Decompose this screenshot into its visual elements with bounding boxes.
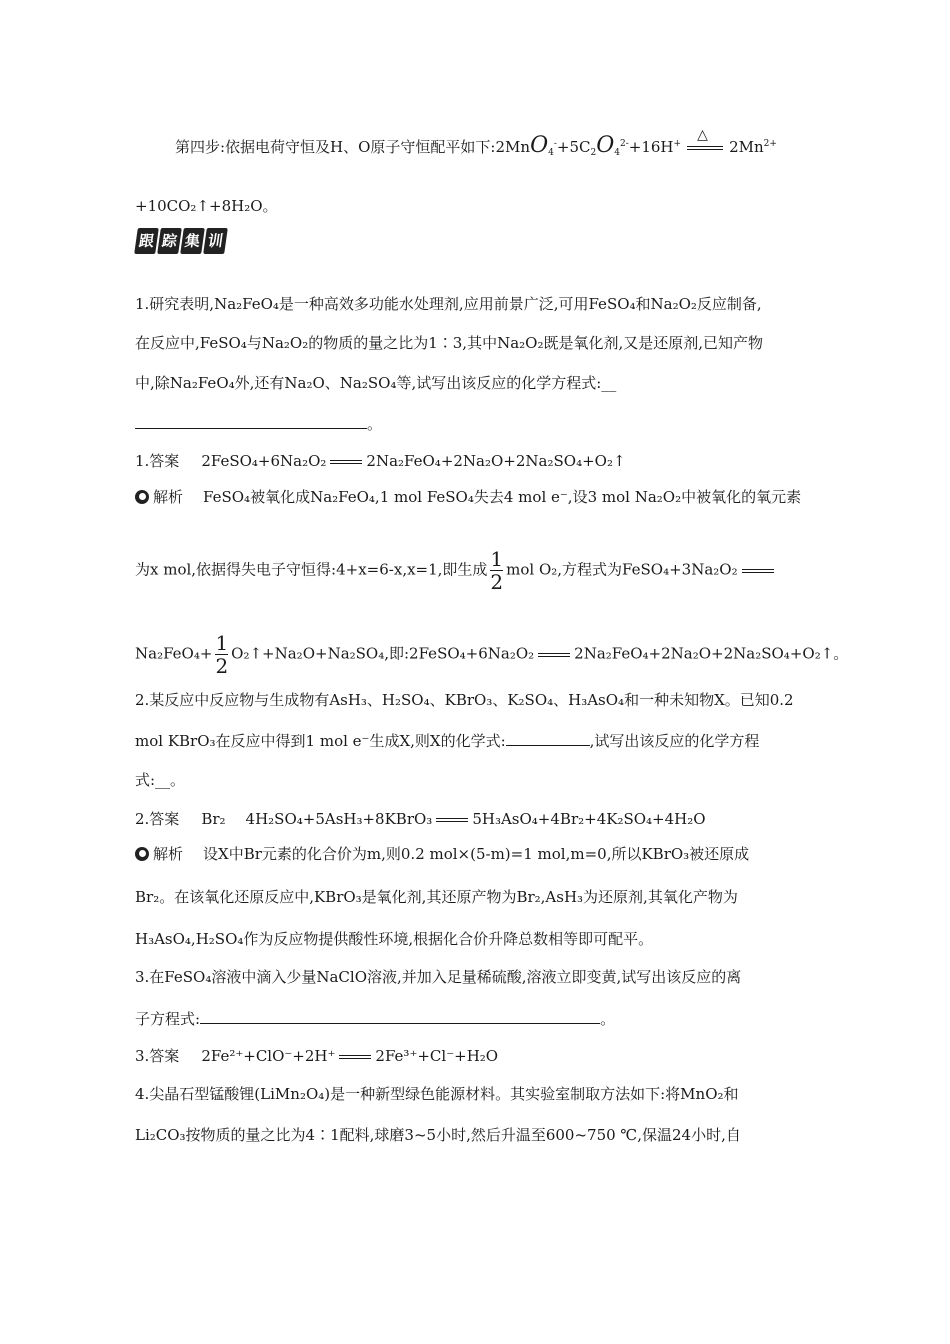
q2-line3: 式:__。 — [135, 771, 186, 789]
q1-explanation-line3: Na₂FeO₄+ $\frac{1}{2}$ O₂↑+Na₂O+Na₂SO₄,即:2FeSO₄+6Na₂O₂ 2Na₂FeO₄+2Na₂O+2Na₂SO₄+O₂↑。 — [135, 631, 849, 678]
equals-sign — [538, 653, 570, 657]
q1-blank-line: 。 — [135, 412, 382, 435]
heat-equals-sign: △ — [687, 146, 723, 150]
q2-explanation-line2: Br₂。在该氧化还原反应中,KBrO₃是氧化剂,其还原产物为Br₂,AsH₃为还原剂,其氧化产物为 — [135, 888, 738, 906]
q1-answer: 1.答案 2FeSO₄+6Na₂O₂ 2Na₂FeO₄+2Na₂O+2Na₂SO₄+O₂↑ — [135, 452, 626, 470]
q1-line2: 在反应中,FeSO₄与Na₂O₂的物质的量之比为1∶3,其中Na₂O₂既是氧化剂,又是还原剂,已知产物 — [135, 334, 763, 352]
q1-explanation-line1: 解析 FeSO₄被氧化成Na₂FeO₄,1 mol FeSO₄失去4 mol e⁻,设3 mol Na₂O₂中被氧化的氧元素 — [135, 486, 801, 508]
fraction-half: $\frac{1}{2}$ — [490, 547, 504, 594]
q2-explanation-line1: 解析 设X中Br元素的化合价为m,则0.2 mol×(5-m)=1 mol,m=0,所以KBrO₃被还原成 — [135, 843, 749, 865]
analysis-icon — [135, 847, 149, 861]
section-banner: 跟 踪 集 训 — [136, 228, 228, 254]
fraction-half: $\frac{1}{2}$ — [215, 631, 229, 678]
equals-sign — [339, 1055, 371, 1059]
q4-line1: 4.尖晶石型锰酸锂(LiMn₂O₄)是一种新型绿色能源材料。其实验室制取方法如下:将MnO₂和 — [135, 1085, 739, 1103]
q1-line1: 1.研究表明,Na₂FeO₄是一种高效多功能水处理剂,应用前景广泛,可用FeSO₄和Na₂O₂反应制备, — [135, 295, 762, 313]
q1-line3: 中,除Na₂FeO₄外,还有Na₂O、Na₂SO₄等,试写出该反应的化学方程式:__ — [135, 374, 617, 392]
q2-line2: mol KBrO₃在反应中得到1 mol e⁻生成X,则X的化学式: ,试写出该反应的化学方程 — [135, 729, 759, 752]
analysis-icon — [135, 490, 149, 504]
q2-line1: 2.某反应中反应物与生成物有AsH₃、H₂SO₄、KBrO₃、K₂SO₄、H₃AsO₄和一种未知物X。已知0.2 — [135, 691, 794, 709]
answer-blank — [200, 1007, 600, 1024]
equals-sign — [742, 569, 774, 573]
q2-answer: 2.答案 Br₂ 4H₂SO₄+5AsH₃+8KBrO₃ 5H₃AsO₄+4Br₂+4K₂SO₄+4H₂O — [135, 810, 706, 828]
q3-answer: 3.答案 2Fe²⁺+ClO⁻+2H⁺ 2Fe³⁺+Cl⁻+H₂O — [135, 1047, 499, 1065]
equals-sign — [436, 818, 468, 822]
equals-sign — [330, 460, 362, 464]
q1-explanation-line2: 为x mol,依据得失电子守恒得:4+x=6-x,x=1,即生成 $\frac{1}{2}$ mol O₂,方程式为FeSO₄+3Na₂O₂ — [135, 548, 778, 593]
answer-blank — [135, 412, 367, 429]
answer-blank — [506, 729, 590, 746]
q2-explanation-line3: H₃AsO₄,H₂SO₄作为反应物提供酸性环境,根据化合价升降总数相等即可配平。 — [135, 930, 654, 948]
q4-line2: Li₂CO₃按物质的量之比为4∶1配料,球磨3~5小时,然后升温至600~750 ℃,保温24小时,自 — [135, 1126, 741, 1144]
q3-line1: 3.在FeSO₄溶液中滴入少量NaClO溶液,并加入足量稀硫酸,溶液立即变黄,试写出该反应的离 — [135, 968, 742, 986]
q3-line2: 子方程式: 。 — [135, 1007, 615, 1030]
step4-equation: 第四步:依据电荷守恒及H、O原子守恒配平如下$:2MnO_4^-+5C_2O_4^{2-}+16H^+$ △ $2Mn^{2+}$ — [175, 127, 777, 158]
step4-equation-cont: +10CO₂↑+8H₂O。 — [135, 197, 278, 215]
